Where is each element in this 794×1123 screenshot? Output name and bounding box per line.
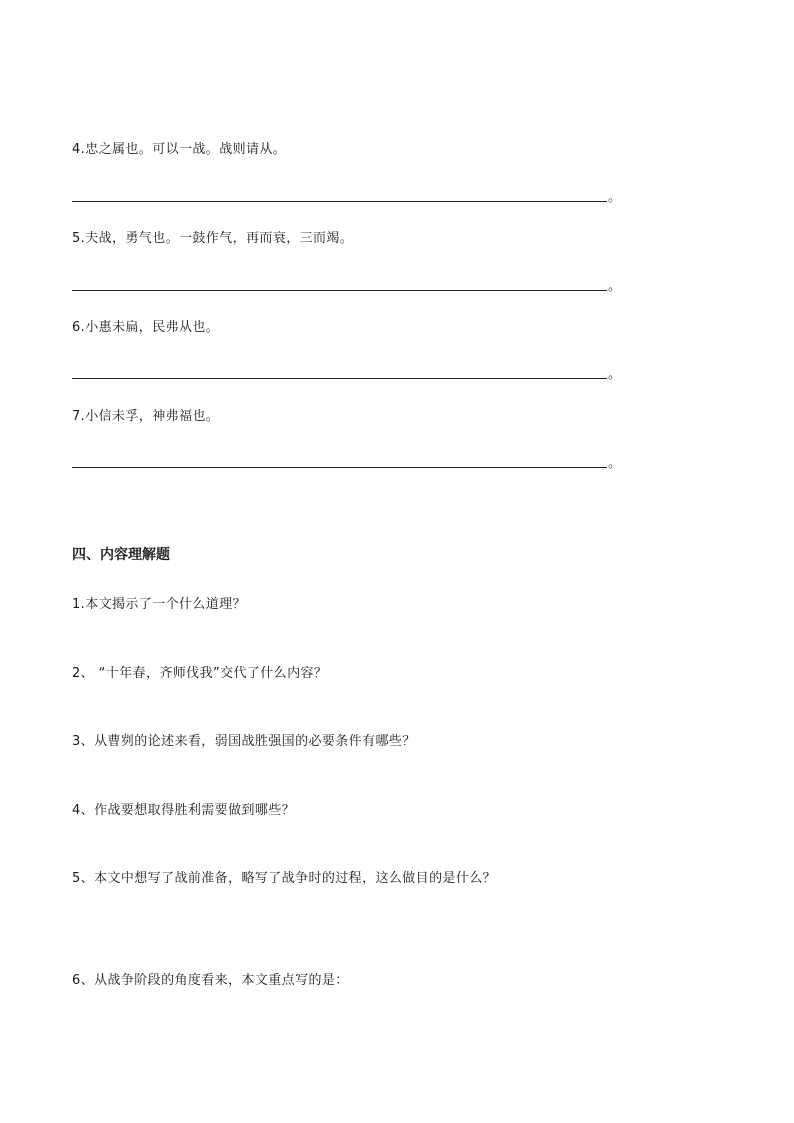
answer-line-5[interactable] [72,278,632,296]
question-5: 5、本文中想写了战前准备，略写了战争时的过程，这么做目的是什么？ [72,871,497,886]
answer-end-mark: 。 [608,190,622,205]
answer-line-7[interactable] [72,455,632,473]
question-1: 1.本文揭示了一个什么道理？ [72,597,247,612]
translation-item-4: 4.忠之属也。可以一战。战则请从。 [72,142,287,157]
translation-item-7: 7.小信未孚，神弗福也。 [72,409,220,424]
answer-rule [72,378,607,379]
answer-rule [72,467,607,468]
answer-line-4[interactable] [72,189,632,207]
translation-item-5: 5.夫战，勇气也。一鼓作气，再而衰，三而竭。 [72,231,354,246]
translation-item-6: 6.小惠未扁，民弗从也。 [72,320,220,335]
question-4: 4、作战要想取得胜利需要做到哪些？ [72,803,296,818]
question-3: 3、从曹刿的论述来看，弱国战胜强国的必要条件有哪些？ [72,734,416,749]
answer-rule [72,290,607,291]
question-2: 2、 “十年春，齐师伐我”交代了什么内容？ [72,666,328,681]
answer-end-mark: 。 [608,456,622,471]
section-heading: 四、内容理解题 [72,547,170,563]
answer-end-mark: 。 [608,367,622,382]
answer-end-mark: 。 [608,279,622,294]
answer-line-6[interactable] [72,366,632,384]
question-6: 6、从战争阶段的角度看来，本文重点写的是： [72,973,349,988]
answer-rule [72,201,607,202]
